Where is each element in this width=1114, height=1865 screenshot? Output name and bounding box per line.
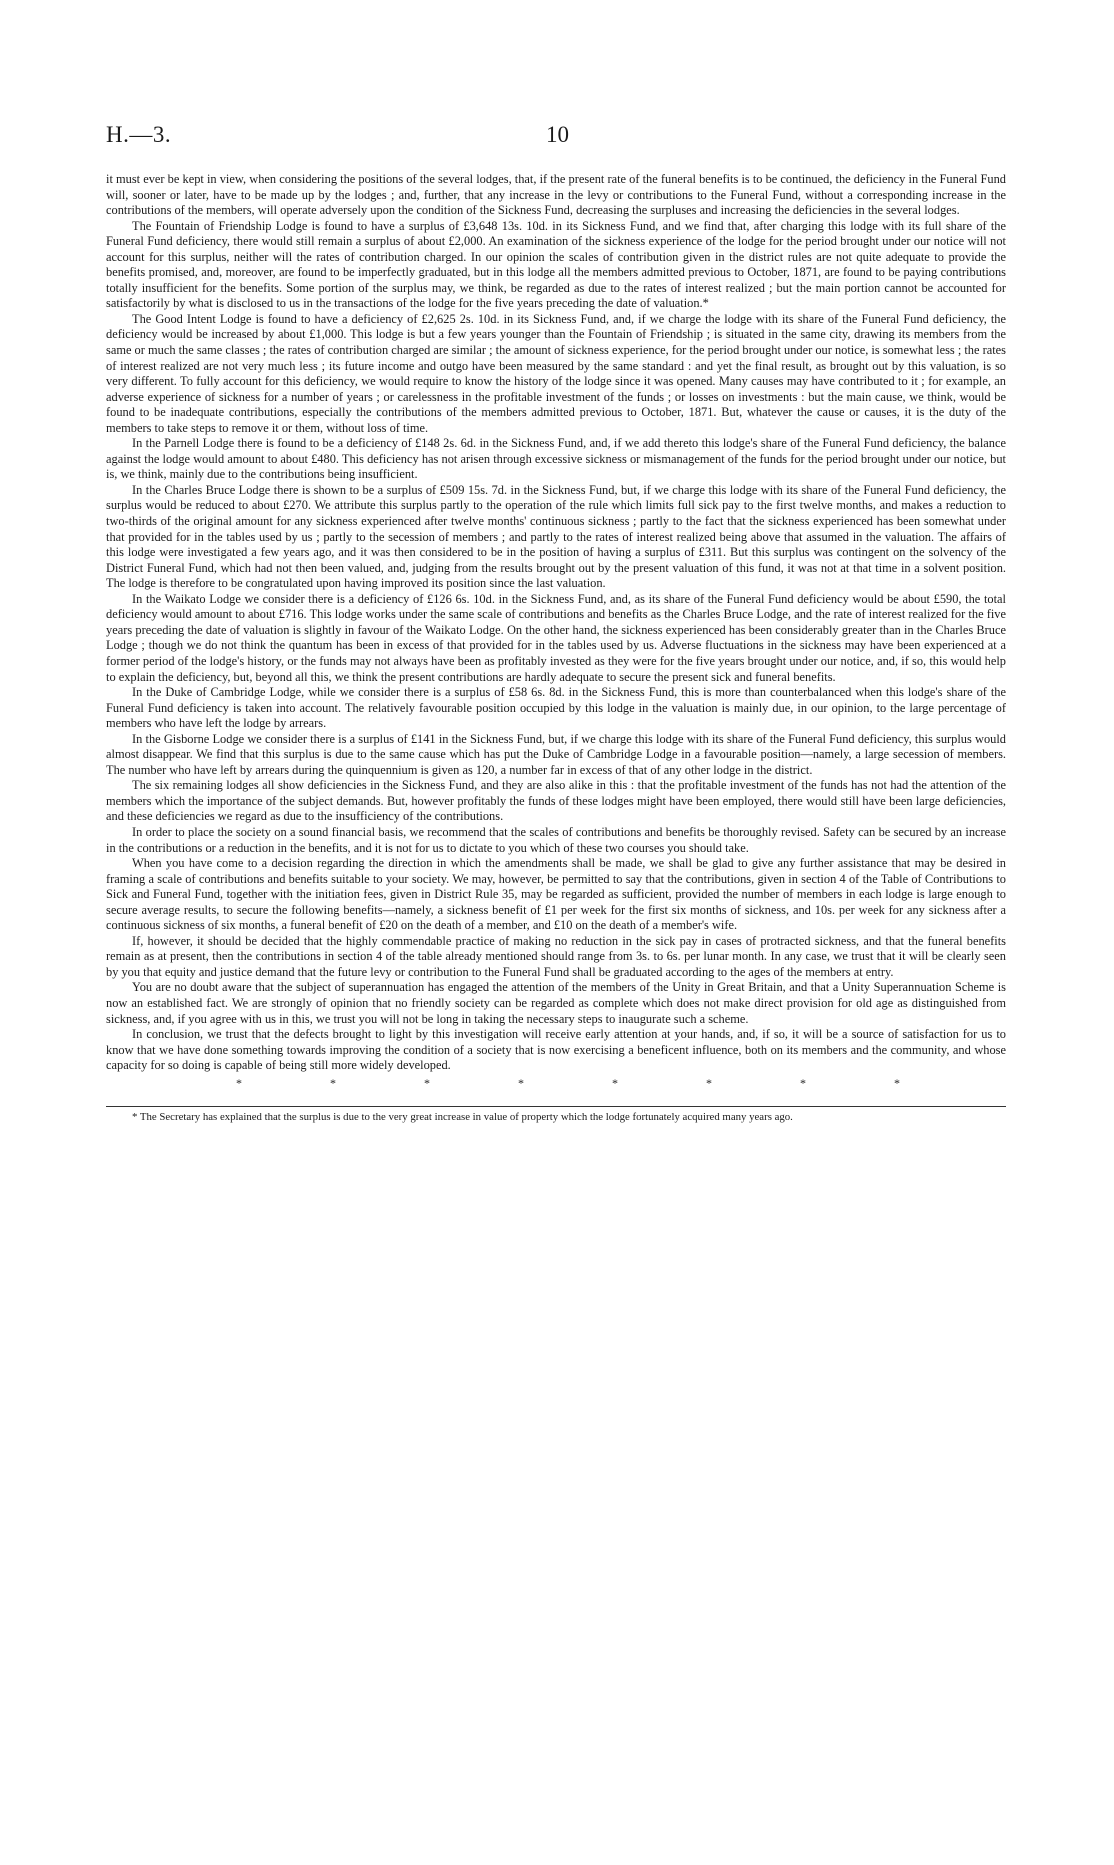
paragraph: it must ever be kept in view, when considering the positions of the several lodges, that, if the present rate of the funeral benefits is to be continued, the deficiency in the Funeral Fund will, sooner or later, have to be made up by the lodges ; and, further, that any increase in the levy or contributions to the Funeral Fund, without a corresponding increase in the contributions of the members, will operate adversely upon the condition of the Sickness Fund, decreasing the surpluses and increasing the deficiencies in the several lodges. [106, 172, 1006, 218]
paragraph: You are no doubt aware that the subject of superannuation has engaged the attention of the members of the Unity in Great Britain, and that a Unity Superannuation Scheme is now an established fact. We are strongly of opinion that no friendly society can be regarded as complete which does not make direct provision for old age as distinguished from sickness, and, if you agree with us in this, we trust you will not be long in taking the necessary steps to inaugurate such a scheme. [106, 980, 1006, 1026]
paragraph: In order to place the society on a sound financial basis, we recommend that the scales of contributions and benefits be thoroughly revised. Safety can be secured by an increase in the contributions or a reduction in the benefits, and it is not for us to dictate to you which of these two courses you should take. [106, 824, 1006, 855]
footnote: * The Secretary has explained that the surplus is due to the very great increase in value of property which the lodge fortunately acquired many years ago. [132, 1110, 793, 1123]
paragraph: When you have come to a decision regarding the direction in which the amendments shall be made, we shall be glad to give any further assistance that may be desired in framing a scale of contributions and benefits suitable to your society. We may, however, be permitted to say that the contributions, given in section 4 of the Table of Contributions to Sick and Funeral Fund, together with the initiation fees, given in District Rule 35, may be regarded as sufficient, provided the number of members in each lodge is large enough to secure average results, to secure the following benefits—namely, a sickness benefit of £1 per week for the first six months of sickness, and 10s. per week for any sickness after a continuous sickness of six months, a funeral benefit of £20 on the death of a member, and £10 on the death of a member's wife. [106, 856, 1006, 933]
separator-asterisk: * [706, 1075, 712, 1090]
paragraph: In the Charles Bruce Lodge there is shown to be a surplus of £509 15s. 7d. in the Sickness Fund, but, if we charge this lodge with its share of the Funeral Fund deficiency, the surplus would be reduced to about £270. We attribute this surplus partly to the operation of the rule which limits full sick pay to the first twelve months, and makes a reduction to two-thirds of the original amount for any sickness experienced after twelve months' continuous sickness ; partly to the fact that the sickness experienced has been somewhat under that provided for in the tables used by us ; partly to the secession of members ; and partly to the rates of interest realized being above that assumed in the valuation. The affairs of this lodge were investigated a few years ago, and it was then considered to be in the position of having a surplus of £311. But this surplus was contingent on the solvency of the District Funeral Fund, which had not then been valued, and, judging from the results brought out by the present valuation of this fund, it was not at that time in a solvent position. The lodge is therefore to be congratulated upon having improved its position since the last valuation. [106, 482, 1006, 591]
footnote-rule [106, 1106, 1006, 1107]
separator-asterisk: * [612, 1075, 618, 1090]
paragraph: The six remaining lodges all show deficiencies in the Sickness Fund, and they are also alike in this : that the profitable investment of the funds has not had the attention of the members which the importance of the subject demands. But, however profitably the funds of these lodges might have been employed, there would still have been large deficiencies, and these deficiencies we regard as due to the insufficiency of the contributions. [106, 778, 1006, 824]
document-reference: H.—3. [106, 122, 172, 147]
body-text [106, 172, 1006, 1124]
separator-asterisk: * [424, 1075, 430, 1090]
paragraph: In the Parnell Lodge there is found to be a deficiency of £148 2s. 6d. in the Sickness Fund, and, if we add thereto this lodge's share of the Funeral Fund deficiency, the balance against the lodge would amount to about £480. This deficiency has not arisen through excessive sickness or mismanagement of the funds for the period brought under our notice, but is, we think, mainly due to the contributions being insufficient. [106, 436, 1006, 482]
separator-asterisk: * [894, 1075, 900, 1090]
separator-asterisk: * [330, 1075, 336, 1090]
separator-asterisk: * [236, 1075, 242, 1090]
separator-asterisk: * [518, 1075, 524, 1090]
paragraph: In the Duke of Cambridge Lodge, while we consider there is a surplus of £58 6s. 8d. in the Sickness Fund, this is more than counterbalanced when this lodge's share of the Funeral Fund deficiency is taken into account. The relatively favourable position occupied by this lodge in the valuation is mainly due, in our opinion, to the large percentage of members who have left the lodge by arrears. [106, 685, 1006, 731]
paragraph: In the Gisborne Lodge we consider there is a surplus of £141 in the Sickness Fund, but, if we charge this lodge with its share of the Funeral Fund deficiency, this surplus would almost disappear. We find that this surplus is due to the same cause which has put the Duke of Cambridge Lodge in a favourable position—namely, a large secession of members. The number who have left by arrears during the quinquennium is given as 120, a number far in excess of that of any other lodge in the district. [106, 731, 1006, 777]
paragraph: If, however, it should be decided that the highly commendable practice of making no reduction in the sick pay in cases of protracted sickness, and that the funeral benefits remain as at present, then the contributions in section 4 of the table already mentioned should range from 3s. to 6s. per lunar month. In any case, we trust that it will be clearly seen by you that equity and justice demand that the future levy or contribution to the Funeral Fund shall be graduated according to the ages of the members at entry. [106, 933, 1006, 979]
separator-asterisk: * [800, 1075, 806, 1090]
paragraph: In conclusion, we trust that the defects brought to light by this investigation will receive early attention at your hands, and, if so, it will be a source of satisfaction for us to know that we have done something towards improving the condition of a society that is now exercising a beneficent influence, both on its members and the community, and whose capacity for so doing is capable of being still more widely developed. [106, 1027, 1006, 1073]
paragraph: The Good Intent Lodge is found to have a deficiency of £2,625 2s. 10d. in its Sickness Fund, and, if we charge the lodge with its share of the Funeral Fund deficiency, the deficiency would be increased by about £1,000. This lodge is but a few years younger than the Fountain of Friendship ; is situated in the same city, drawing its members from the same or much the same classes ; the rates of contribution charged are similar ; the amount of sickness experience, for the period brought under our notice, is somewhat less ; the rates of interest realized are not very much less ; its future income and outgo have been measured by the same standard : and yet the final result, as brought out by this valuation, is so very different. To fully account for this deficiency, we would require to know the history of the lodge since it was opened. Many causes may have contributed to it ; for example, an adverse experience of sickness for a number of years ; or carelessness in the profitable investment of the funds ; or losses on investments : but the main cause, we think, would be found to be inadequate contributions, especially the contributions of the members admitted previous to October, 1871. But, whatever the cause or causes, it is the duty of the members to take steps to remove it or them, without loss of time. [106, 311, 1006, 435]
paragraph: The Fountain of Friendship Lodge is found to have a surplus of £3,648 13s. 10d. in its Sickness Fund, and we find that, after charging this lodge with its full share of the Funeral Fund deficiency, there would still remain a surplus of about £2,000. An examination of the sickness experience of the lodge for the period brought under our notice will not account for this surplus, neither will the rates of contribution charged. In our opinion the scales of contribution given in the district rules are not quite adequate to provide the benefits promised, and, moreover, are found to be imperfectly graduated, but in this lodge all the members admitted previous to October, 1871, are found to be paying contributions totally insufficient for the benefits. Some portion of the surplus may, we think, be regarded as due to the rates of interest realized ; but the main portion cannot be accounted for satisfactorily by what is disclosed to us in the transactions of the lodge for the five years preceding the date of valuation.* [106, 218, 1006, 311]
page-number: 10 [546, 122, 569, 147]
section-separator [106, 1076, 1006, 1090]
paragraph: In the Waikato Lodge we consider there is a deficiency of £126 6s. 10d. in the Sickness Fund, and, as its share of the Funeral Fund deficiency would be about £590, the total deficiency would amount to about £716. This lodge works under the same scale of contributions and benefits as the Charles Bruce Lodge, and the rate of interest realized for the five years preceding the date of valuation is slightly in favour of the Waikato Lodge. On the other hand, the sickness experienced has been considerably greater than in the Charles Bruce Lodge ; though we do not think the quantum has been in excess of that provided for in the tables used by us. Adverse fluctuations in the sickness may have been experienced at a former period of the lodge's history, or the funds may not always have been as profitably invested as they were for the five years brought under our notice, and, if so, this would help to explain the deficiency, but, beyond all this, we think the present contributions are hardly adequate to secure the present sick and funeral benefits. [106, 591, 1006, 684]
